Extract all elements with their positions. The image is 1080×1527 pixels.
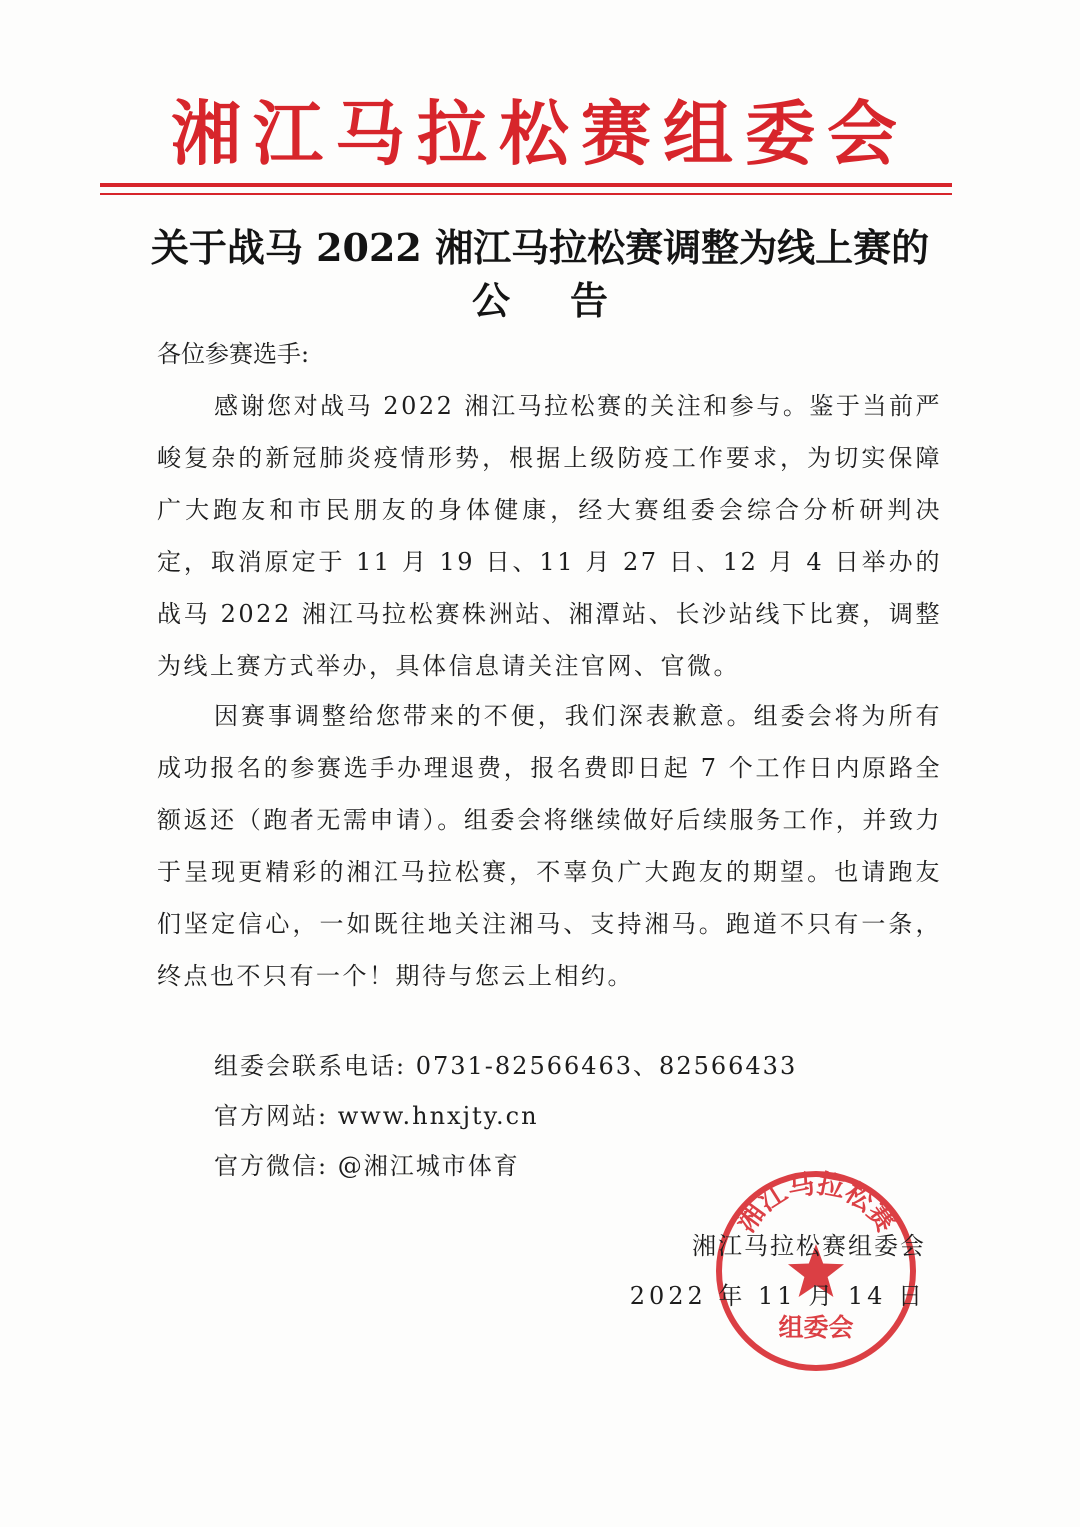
letterhead-org-name: 湘江马拉松赛组委会	[171, 93, 909, 175]
contact-website: 官方网站: www.hnxjty.cn	[214, 1102, 539, 1130]
contact-wechat: 官方微信: @湘江城市体育	[214, 1152, 520, 1180]
salutation: 各位参赛选手:	[157, 340, 310, 368]
announcement-title: 关于战马 2022 湘江马拉松赛调整为线上赛的	[150, 225, 930, 270]
signature-date: 2022 年 11 月 14 日	[629, 1282, 926, 1310]
announcement-title-suffix: 公告	[471, 278, 668, 323]
seal-arc-text: 湘江马拉松赛	[730, 1168, 902, 1238]
seal-bottom-text: 组委会	[778, 1313, 854, 1342]
contact-phone: 组委会联系电话: 0731-82566463、82566433	[214, 1052, 798, 1080]
signature-org: 湘江马拉松赛组委会	[692, 1232, 926, 1260]
letterhead-rule-thin	[100, 193, 952, 195]
letterhead-rule-thick	[100, 183, 952, 187]
body-paragraph-2: 因赛事调整给您带来的不便，我们深表歉意。组委会将为所有成功报名的参赛选手办理退费，报名费即日起 7 个工作日内原路全额返还（跑者无需申请）。组委会将继续做好后续服务工作，并致力于呈现更精彩的湘江马拉松赛，不辜负广大跑友的期望。也请跑友们坚定信心，一如既往地关注湘马、支持湘马。跑道不只有一条，终点也不只有一个！期待与您云上相约。	[157, 702, 942, 990]
body-paragraph-1: 感谢您对战马 2022 湘江马拉松赛的关注和参与。鉴于当前严峻复杂的新冠肺炎疫情形势，根据上级防疫工作要求，为切实保障广大跑友和市民朋友的身体健康，经大赛组委会综合分析研判决定，取消原定于 11 月 19 日、11 月 27 日、12 月 4 日举办的战马 2022 湘江马拉松赛株洲站、湘潭站、长沙站线下比赛，调整为线上赛方式举办，具体信息请关注官网、官微。	[157, 392, 942, 680]
